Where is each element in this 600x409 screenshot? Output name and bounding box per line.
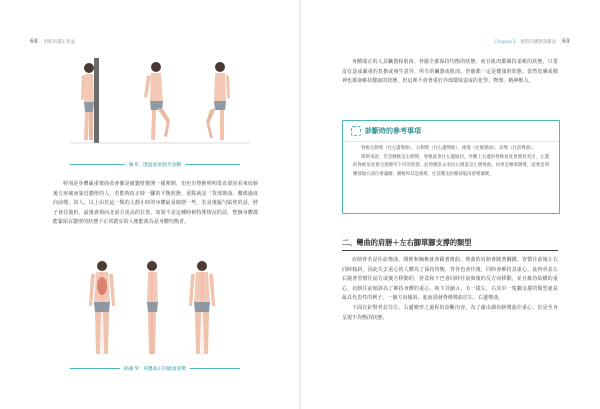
chapter-label: Chapter3 [494,40,516,45]
right-intro-text: 身體端正的人其臟器和肌肉、骨骼全都保持均衡的狀態，而且肌肉都維持柔軟的狀態，只要沒有造成嚴重的負擔或發生意外，所有的臟器或肌肉、骨骼都一定是健康的狀態。當然皮膚或精神也都會維持健康的狀態，但這裡不會著重於外部環境造成的化學、物理、精神壓力。 [342,59,558,85]
right-page-number: 69 [561,38,570,45]
left-page-number: 68 [30,38,39,45]
section-heading: 二、彎曲的肩膀＋左右腳單腳支撐的類型 [342,238,472,247]
reference-box [342,120,560,214]
reference-box-body [353,145,549,179]
left-running-head [30,38,75,45]
right-body-paragraph-1: 肩膀骨若是往前彎曲，頸椎和胸椎就會跟著彎曲，彎曲的肩膀會隨著腳踝，習慣往前後左右同時傾斜，因此失去重心的人體為了保持均衡，背骨也會往後，同時會維持其重心。此時骨盆左右隨著習慣往前方或後方移動的，骨盆和下巴會同時往前與後的反方向移動，並且維持結構的重心，肩膀往前傾斜為了維持身體的重心，和下頁圖Ａ、Ｂ一樣左，右其中一隻腳支撐的類型就是最具代表性的例子，一個方向傾斜，進而誘發脊椎彎曲往左、右邊彎曲。 [342,257,558,302]
reference-box-header [343,121,559,142]
right-body-paragraph-2: 下面有針對骨盆往左、右邊變形之過程的診斷內容，為了藉由調肩膀彎曲往重心，於是至身呈現不均衡的狀態。 [342,304,558,321]
right-intro [342,58,558,87]
section-heading-rule [342,250,558,251]
reference-box-title: 診斷時的參考事項 [365,127,421,135]
reference-paragraph-1: 脊椎左側彎（往左邊彎曲）、右側彎（往右邊彎曲）、後彎（往後彎曲）、前彎（往前彎曲）。 [361,146,537,151]
wall-figure-3 [206,62,230,140]
right-page [301,0,600,409]
figure6-caption-box [70,159,240,169]
right-body [342,256,558,323]
back-view-figure [189,260,215,356]
reference-paragraph-2: 舉例來說，若是腰椎是右側彎，脊椎就會往左邊傾斜，外觀上右邊的脊椎角度會變寬突出，左邊的脊椎角度會呈現變窄下凹的狀態。此時應當去看向右側還是左側彎曲。如果是腰部側彎，就要追問腰部後方部位會讓腰、腰椎和其是後彎，往前壓迫的腰部肌肉會變僵硬。 [353,154,549,177]
right-section-title: 預防的體態診斷法 [520,40,557,45]
front-view-figure [89,260,115,356]
wall-step-illustration [60,52,260,147]
figure9-caption-box [70,363,240,373]
left-book-title: 用肌肉矯正骨盆 [43,40,76,45]
left-paragraph [53,180,258,228]
figure6-caption: 圖 6：透過貼壁踏步診斷 [125,161,186,168]
healthy-posture-illustration [80,256,230,361]
wall-figure-2 [144,62,170,140]
checklist-icon [351,126,361,136]
left-paragraph-text: 特別是身體嚴重彎曲者會像是被牆壁推開一樣彈開，但也有脊椎明明很直卻因看來肩膀後方疼痛而靠近牆壁的人，若能夠改正時一腳的平衡狀態，重點就是「背部彎曲、腰部過度向前彎」的人，以上由於這一類的人靜止時的身體最易傾倒一些，若是後腦勺貼壁的話，脖子會往後折，最後會與向北前方更高的位置，如果不是這種時候特殊情況的話，整個身體都能緊貼在牆壁的狀態下正常踏步的人便能視為是身體均衡者。 [53,181,258,226]
figure9-caption: 插圖 9：身體端正的健康姿勢 [120,365,190,372]
wall-figure-1 [81,58,99,143]
right-running-head [494,38,570,45]
side-view-figure [147,260,158,356]
left-page [0,0,299,409]
